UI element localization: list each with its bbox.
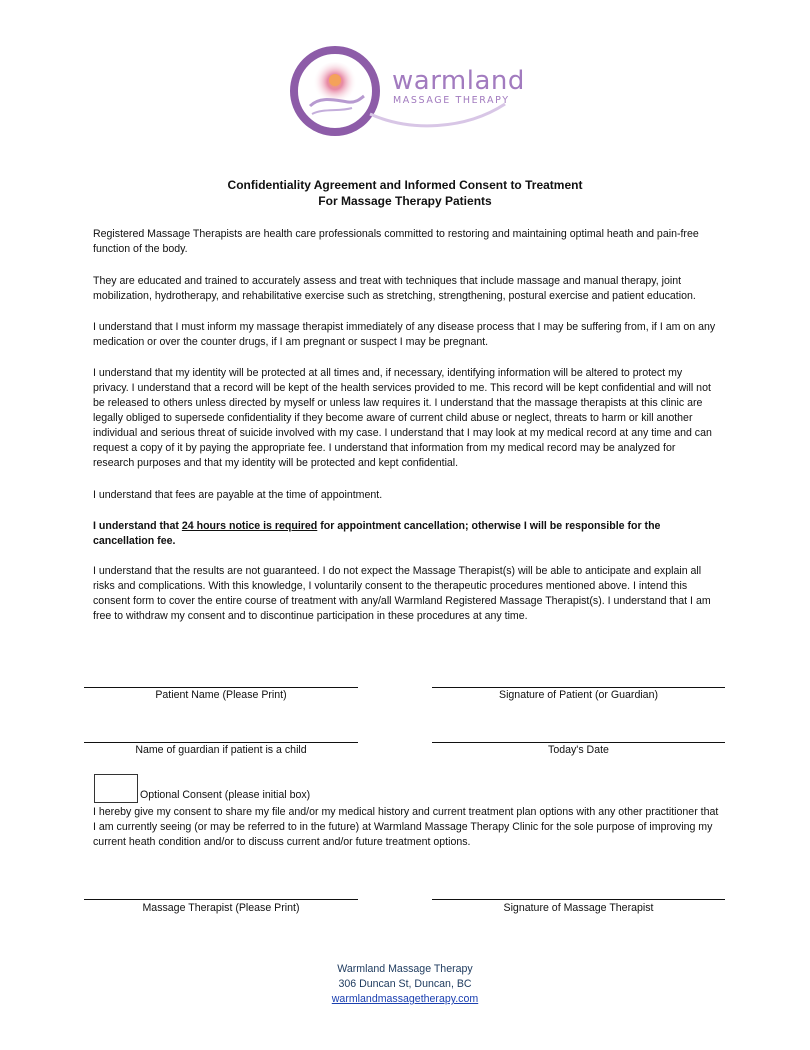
logo-wordmark: warmland — [392, 66, 525, 96]
footer-clinic-name: Warmland Massage Therapy — [337, 963, 473, 975]
cancellation-text-pre: I understand that — [93, 520, 182, 532]
patient-name-line[interactable] — [84, 687, 358, 688]
guardian-name-label: Name of guardian if patient is a child — [135, 744, 307, 756]
patient-name-label: Patient Name (Please Print) — [155, 689, 287, 701]
logo-tagline: MASSAGE THERAPY — [393, 95, 510, 106]
therapist-name-label: Massage Therapist (Please Print) — [142, 902, 300, 914]
document-subtitle: For Massage Therapy Patients — [318, 194, 492, 208]
date-line[interactable] — [432, 742, 725, 743]
paragraph-consent: I understand that the results are not guaranteed. I do not expect the Massage Therapist(s) will be able to anticipate and explain all risks and complications. With this knowledge, I voluntarily consent to the therapeutic procedures mentioned above. I intend this consent form to cover the entire course of treatment with any/all Warmland Registered Massage Therapist(s). I understand that I am free to withdraw my consent and to discontinue participation in these procedures at any time. — [93, 565, 711, 622]
paragraph-disclosure: I understand that I must inform my massage therapist immediately of any disease process that I may be suffering from, if I am on any medication or over the counter drugs, if I am pregnant or suspect I may be pregnant. — [93, 321, 716, 348]
therapist-signature-label: Signature of Massage Therapist — [503, 902, 654, 914]
date-label: Today's Date — [548, 744, 609, 756]
footer-website-link[interactable]: warmlandmassagetherapy.com — [331, 993, 479, 1005]
paragraph-training: They are educated and trained to accurately assess and treat with techniques that include massage and manual therapy, joint mobilization, hydrotherapy, and rehabilitative exercise such as stretching, strengthening, postural exercise and patient education. — [93, 275, 696, 302]
optional-consent-initial-box[interactable] — [94, 774, 138, 803]
paragraph-privacy: I understand that my identity will be protected at all times and, if necessary, identifying information will be altered to protect my privacy. I understand that a record will be kept of the health services provided to me. This record will be kept confidential and will not be released to others unless directed by myself or unless law requires it. I understand that the massage therapists at this clinic are legally obliged to supersede confidentiality if they become aware of current child abuse or neglect, threats to harm or kill another individual and serious threat of suicide involved with my case. I understand that I may look at my medical record at any time and can request a copy of it by paying the appropriate fee. I understand that information from my medical record may be analyzed for research purposes and that my identity will be protected and kept confidential. — [93, 367, 712, 469]
cancellation-notice-emphasis: 24 hours notice is required — [181, 520, 318, 532]
optional-consent-label: Optional Consent (please initial box) — [140, 789, 311, 801]
document-title: Confidentiality Agreement and Informed Consent to Treatment — [227, 178, 583, 192]
footer-website-wrap — [0, 992, 810, 1007]
guardian-name-line[interactable] — [84, 742, 358, 743]
clinic-logo — [290, 44, 530, 139]
therapist-signature-line[interactable] — [432, 899, 725, 900]
optional-consent-text: I hereby give my consent to share my file and/or my medical history and current treatment plan options with any other practitioner that I am currently seeing (or may be referred to in the future) at Warmland Massage Therapy Clinic for the sole purpose of improving my current heath condition and/or to discuss current and/or future treatment options. — [93, 806, 719, 848]
patient-signature-line[interactable] — [432, 687, 725, 688]
patient-signature-label: Signature of Patient (or Guardian) — [499, 689, 658, 701]
cancellation-text-post: for appointment cancellation; otherwise I will be responsible for the cancellation fee. — [93, 520, 661, 547]
paragraph-cancellation — [93, 519, 718, 549]
paragraph-intro: Registered Massage Therapists are health care professionals committed to restoring and maintaining optimal heath and pain-free function of the body. — [93, 228, 699, 255]
footer-address: 306 Duncan St, Duncan, BC — [338, 978, 472, 990]
therapist-name-line[interactable] — [84, 899, 358, 900]
paragraph-fees: I understand that fees are payable at the time of appointment. — [93, 489, 383, 501]
